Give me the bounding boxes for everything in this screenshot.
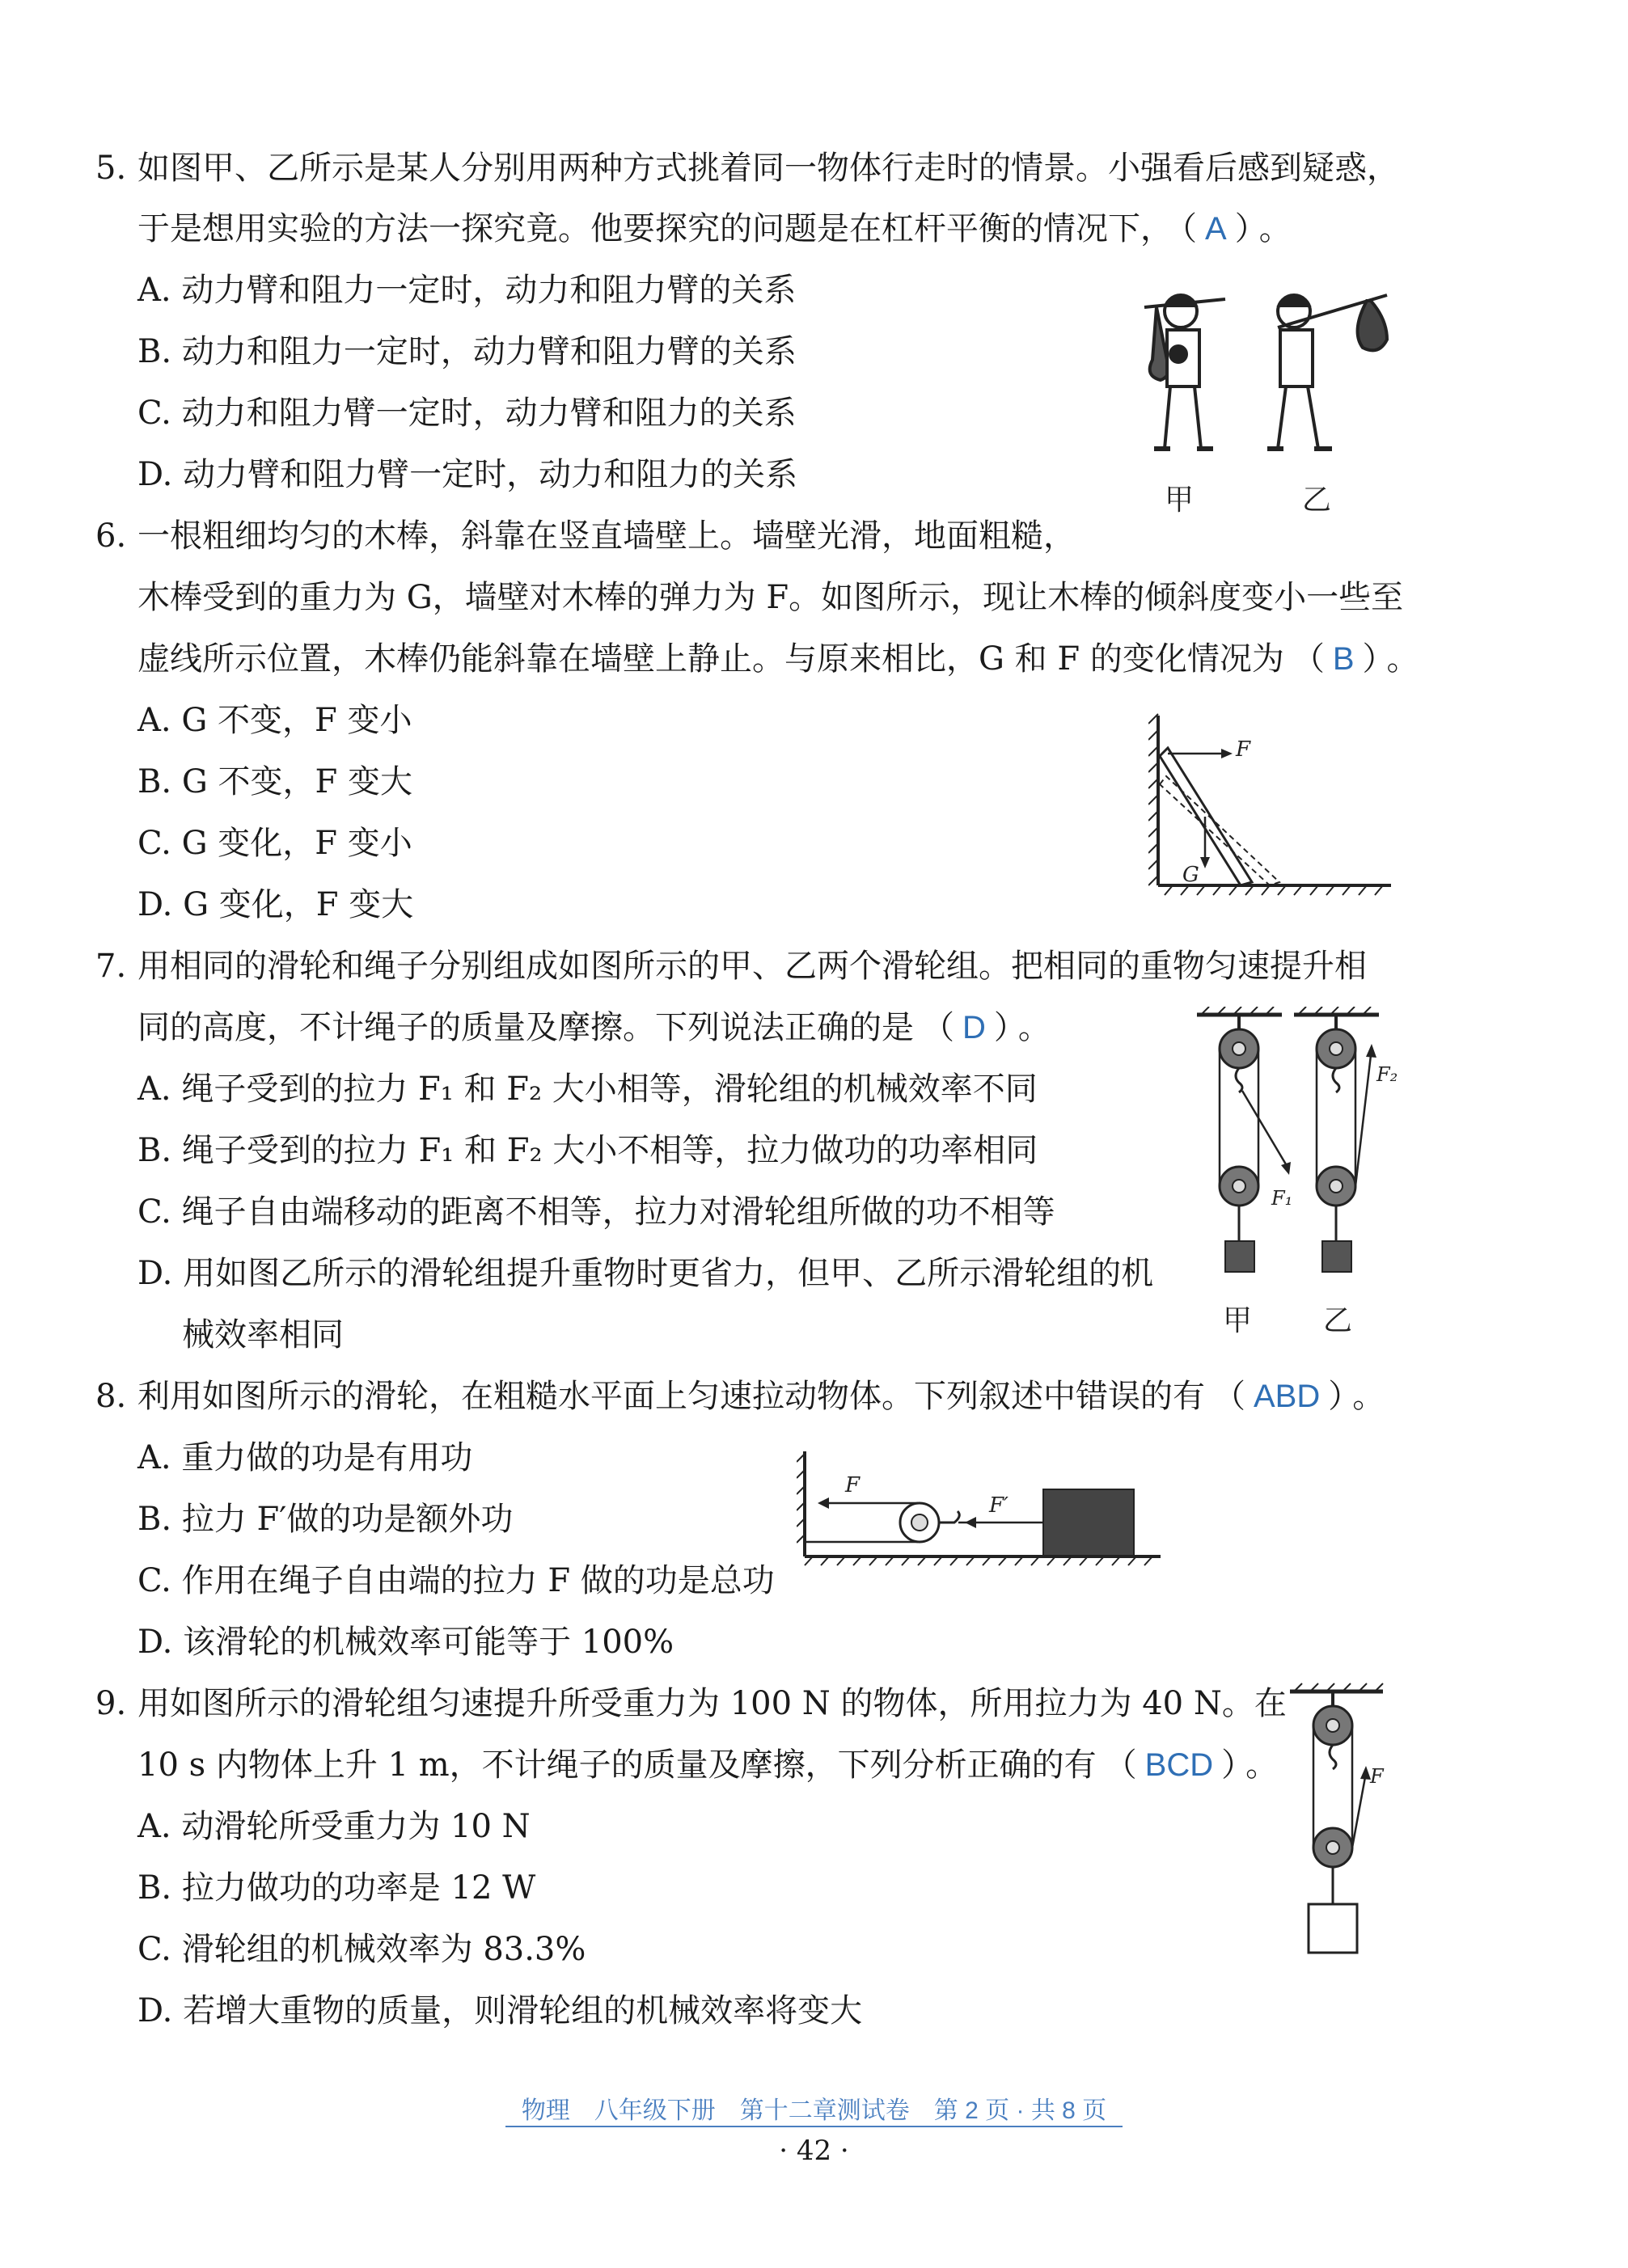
q5-label-yi: 乙 xyxy=(1302,484,1332,517)
q5-stem-line-2: 于是想用实验的方法一探究竟。他要探究的问题是在杠杆平衡的情况下， （ A ） 。 xyxy=(137,210,1292,247)
q7-answer: D xyxy=(962,1010,986,1045)
q5-option-b: B. 动力和阻力一定时，动力臂和阻力臂的关系 xyxy=(137,333,797,370)
q5-label-jia: 甲 xyxy=(1165,484,1195,517)
q9-figure-pulley-block xyxy=(1286,1682,1391,1973)
q5-stem-line-1: 5. 如图甲、乙所示是某人分别用两种方式挑着同一物体行走时的情景。小强看后感到疑惑， xyxy=(95,144,1399,192)
q9-option-d: D. 若增大重物的质量，则滑轮组的机械效率将变大 xyxy=(137,1992,863,2029)
person-jia-icon xyxy=(1144,295,1225,449)
q6-stem-line-3: 虚线所示位置，木棒仍能斜靠在墙壁上静止。与原来相比，G 和 F 的变化情况为 （ B ） 。 xyxy=(137,640,1419,678)
q8-option-c: C. 作用在绳子自由端的拉力 F 做的功是总功 xyxy=(137,1562,775,1599)
q8-option-a: A. 重力做的功是有用功 xyxy=(137,1439,473,1476)
q7-label-yi: 乙 xyxy=(1323,1304,1353,1337)
q8-number: 8. xyxy=(95,1378,127,1415)
q7-label-f1: F₁ xyxy=(1271,1187,1293,1210)
q9-label-f: F xyxy=(1370,1765,1384,1788)
q5-answer: A xyxy=(1205,211,1227,247)
q6-option-b: B. G 不变，F 变大 xyxy=(137,763,412,800)
q7-number: 7. xyxy=(95,948,127,985)
q6-label-g: G xyxy=(1182,863,1199,887)
q9-answer: BCD xyxy=(1144,1747,1214,1783)
page-number: · 42 · xyxy=(779,2135,849,2167)
q7-stem-line-2: 同的高度，不计绳子的质量及摩擦。下列说法正确的是 （ D ） 。 xyxy=(137,1009,1051,1046)
q9-option-a: A. 动滑轮所受重力为 10 N xyxy=(137,1808,531,1845)
q7-label-jia: 甲 xyxy=(1223,1304,1253,1337)
q5-option-c: C. 动力和阻力臂一定时，动力臂和阻力的关系 xyxy=(137,395,797,432)
q7-option-b: B. 绳子受到的拉力 F₁ 和 F₂ 大小不相等，拉力做功的功率相同 xyxy=(137,1132,1038,1169)
q8-option-b: B. 拉力 F′做的功是额外功 xyxy=(137,1501,514,1538)
q5-option-a: A. 动力臂和阻力一定时，动力和阻力臂的关系 xyxy=(137,272,797,309)
q6-figure-rod-on-wall xyxy=(1148,707,1399,910)
q8-option-d: D. 该滑轮的机械效率可能等于 100% xyxy=(137,1624,674,1661)
q6-number: 6. xyxy=(95,517,127,555)
q6-stem-line-1: 6. 一根粗细均匀的木棒，斜靠在竖直墙壁上。墙壁光滑，地面粗糙， xyxy=(95,512,1076,560)
footer-title: 物理 八年级下册 第十二章测试卷 第 2 页 · 共 8 页 xyxy=(0,2090,1628,2126)
q9-number: 9. xyxy=(95,1685,127,1722)
person-yi-icon xyxy=(1267,295,1387,449)
q7-label-f2: F₂ xyxy=(1376,1063,1398,1086)
q8-label-fprime: F′ xyxy=(989,1493,1009,1518)
q6-option-a: A. G 不变，F 变小 xyxy=(137,702,412,739)
q5-figure-people-carrying xyxy=(1120,283,1411,526)
q6-stem-line-2: 木棒受到的重力为 G，墙壁对木棒的弹力为 F。如图所示，现让木棒的倾斜度变小一些至 xyxy=(137,579,1404,616)
q9-option-c: C. 滑轮组的机械效率为 83.3% xyxy=(137,1931,586,1968)
pulley-system-jia-icon xyxy=(1220,1015,1291,1272)
weight-block-shape xyxy=(1309,1904,1357,1953)
q8-stem-line-1: 8. 利用如图所示的滑轮，在粗糙水平面上匀速拉动物体。下列叙述中错误的有 （ ABD ） 。 xyxy=(95,1372,1385,1421)
q5-option-d: D. 动力臂和阻力臂一定时，动力和阻力的关系 xyxy=(137,456,798,493)
block-shape xyxy=(1043,1489,1134,1556)
q8-figure-horizontal-pulley xyxy=(797,1447,1161,1569)
q8-label-f: F xyxy=(845,1473,861,1497)
q7-figure-pulley-systems xyxy=(1189,1007,1423,1346)
q7-option-d: D. 用如图乙所示的滑轮组提升重物时更省力，但甲、乙所示滑轮组的机 xyxy=(137,1255,1154,1292)
q5-number: 5. xyxy=(95,150,127,187)
q9-option-b: B. 拉力做功的功率是 12 W xyxy=(137,1869,536,1907)
q6-option-d: D. G 变化，F 变大 xyxy=(137,886,414,923)
q8-answer: ABD xyxy=(1254,1379,1321,1414)
q6-label-f: F xyxy=(1236,737,1251,762)
q6-option-c: C. G 变化，F 变小 xyxy=(137,825,412,862)
q7-option-c: C. 绳子自由端移动的距离不相等，拉力对滑轮组所做的功不相等 xyxy=(137,1193,1055,1231)
q9-stem-line-2: 10 s 内物体上升 1 m，不计绳子的质量及摩擦，下列分析正确的有 （ BCD ） 。 xyxy=(137,1746,1279,1784)
q9-stem-line-1: 9. 用如图所示的滑轮组匀速提升所受重力为 100 N 的物体，所用拉力为 40 N。在 xyxy=(95,1679,1287,1728)
q7-option-d-cont: 械效率相同 xyxy=(182,1316,344,1354)
pulley-system-yi-icon xyxy=(1317,1015,1376,1272)
q7-stem-line-1: 7. 用相同的滑轮和绳子分别组成如图所示的甲、乙两个滑轮组。把相同的重物匀速提升相 xyxy=(95,942,1367,990)
q7-option-a: A. 绳子受到的拉力 F₁ 和 F₂ 大小相等，滑轮组的机械效率不同 xyxy=(137,1071,1038,1108)
q6-answer: B xyxy=(1332,641,1355,677)
